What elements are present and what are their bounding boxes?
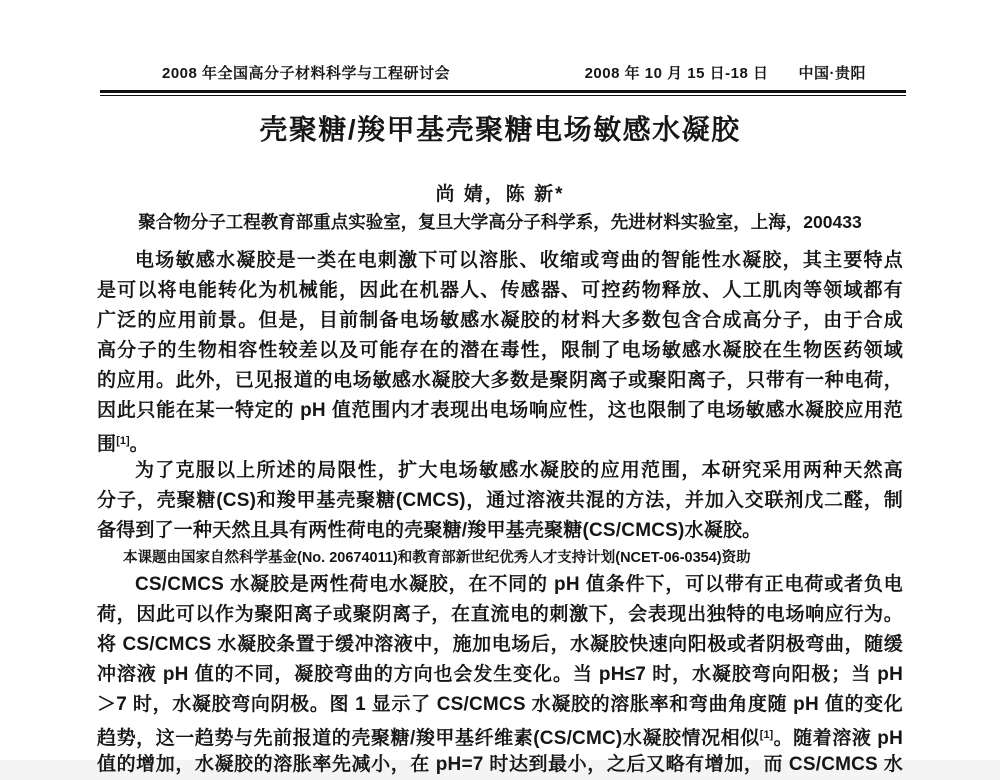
body-line: 的应用。此外，已见报道的电场敏感水凝胶大多数是聚阴离子或聚阳离子，只带有一种电荷， xyxy=(97,370,903,391)
body-line: 值的增加，水凝胶的溶胀率先减小，在 pH=7 时达到最小，之后又略有增加，而 CS/CMCS 水 xyxy=(97,754,903,775)
body-line: 电场敏感水凝胶是一类在电刺激下可以溶胀、收缩或弯曲的智能性水凝胶，其主要特点 xyxy=(135,250,903,271)
running-head xyxy=(100,62,906,83)
body-line: 冲溶液 pH 值的不同，凝胶弯曲的方向也会发生变化。当 pH≤7 时，水凝胶弯向阳极；当 pH xyxy=(97,664,903,685)
affiliation-line: 聚合物分子工程教育部重点实验室，复旦大学高分子科学系，先进材料实验室，上海，200433 xyxy=(138,212,862,232)
body-line: 分子，壳聚糖(CS)和羧甲基壳聚糖(CMCS)，通过溶液共混的方法，并加入交联剂戊二醛，制 xyxy=(97,490,903,511)
body-line: 围[1]。 xyxy=(97,434,149,455)
body-line: 备得到了一种天然且具有两性荷电的壳聚糖/羧甲基壳聚糖(CS/CMCS)水凝胶。 xyxy=(97,520,762,541)
conference-date: 2008 年 10 月 15 日-18 日 xyxy=(584,65,769,82)
body-text xyxy=(97,246,903,780)
body-line: 因此只能在某一特定的 pH 值范围内才表现出电场响应性，这也限制了电场敏感水凝胶应用范 xyxy=(97,400,903,421)
header-double-rule xyxy=(100,90,906,96)
citation-ref: [1] xyxy=(116,435,130,447)
paragraph xyxy=(97,456,903,546)
citation-ref: [1] xyxy=(759,729,774,741)
body-line: 高分子的生物相容性较差以及可能存在的潜在毒性，限制了电场敏感水凝胶在生物医药领域 xyxy=(97,340,903,361)
body-line: CS/CMCS 水凝胶是两性荷电水凝胶，在不同的 pH 值条件下，可以带有正电荷或者负电 xyxy=(135,574,903,595)
body-line: ＞7 时，水凝胶弯向阴极。图 1 显示了 CS/CMCS 水凝胶的溶胀率和弯曲角度随 pH 值的变化 xyxy=(97,694,903,715)
paragraph xyxy=(97,246,903,456)
body-line: 趋势，这一趋势与先前报道的壳聚糖/羧甲基纤维素(CS/CMC)水凝胶情况相似[1]。随着溶液 pH xyxy=(97,728,903,749)
body-line: 为了克服以上所述的局限性，扩大电场敏感水凝胶的应用范围，本研究采用两种天然高 xyxy=(135,460,903,481)
authors-line: 尚 婧，陈 新* xyxy=(435,184,565,205)
conference-header xyxy=(100,62,906,96)
page-title: 壳聚糖/羧甲基壳聚糖电场敏感水凝胶 xyxy=(259,114,741,145)
body-line: 将 CS/CMCS 水凝胶条置于缓冲溶液中，施加电场后，水凝胶快速向阳极或者阴极弯曲，随缓 xyxy=(97,634,903,655)
conference-location: 中国·贵阳 xyxy=(798,65,866,82)
body-line: 是可以将电能转化为机械能，因此在机器人、传感器、可控药物释放、人工肌肉等领域都有 xyxy=(97,280,903,301)
conference-date-location xyxy=(585,62,866,83)
paragraph xyxy=(97,570,903,780)
body-line: 荷，因此可以作为聚阳离子或聚阴离子，在直流电的刺激下，会表现出独特的电场响应行为。 xyxy=(97,604,903,625)
body-line: 广泛的应用前景。但是，目前制备电场敏感水凝胶的材料大多数包含合成高分子，由于合成 xyxy=(97,310,903,331)
funding-footnote: 本课题由国家自然科学基金(No. 20674011)和教育部新世纪优秀人才支持计划(NCET-06-0354)资助 xyxy=(123,550,751,566)
conference-name: 2008 年全国高分子材料科学与工程研讨会 xyxy=(162,65,451,82)
